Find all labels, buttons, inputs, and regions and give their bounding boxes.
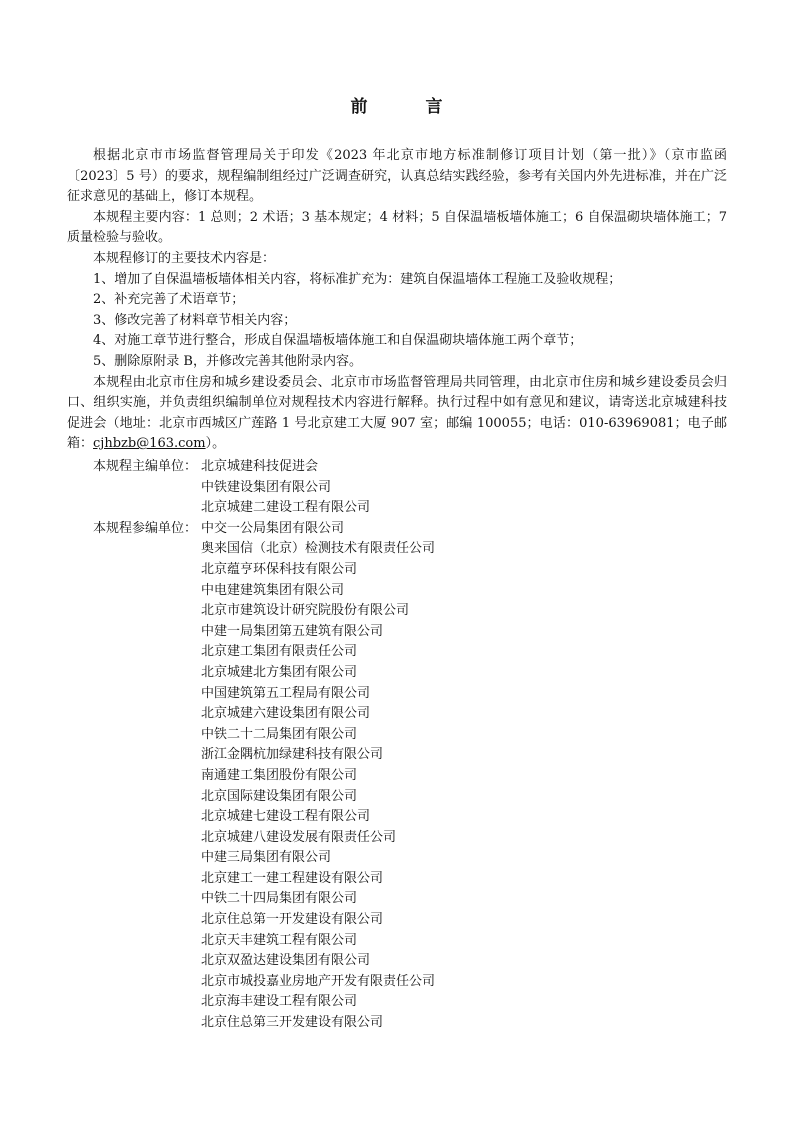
- chief-editor-label: 本规程主编单位：: [93, 459, 198, 474]
- list-item: 北京国际建设集团有限公司: [201, 788, 358, 804]
- list-item: 北京双盈达建设集团有限公司: [201, 953, 371, 969]
- chief-editor-list: [201, 457, 370, 519]
- chief-editor-group: [93, 457, 435, 519]
- paragraph-revision-intro: 本规程修订的主要技术内容是：: [93, 250, 276, 266]
- list-item: 北京市建筑设计研究院股份有限公司: [201, 603, 410, 619]
- list-item: 北京海丰建设工程有限公司: [201, 994, 358, 1010]
- list-item: 北京城建北方集团有限公司: [201, 664, 358, 680]
- list-item: 北京建工一建工程建设有限公司: [201, 870, 384, 886]
- management-text: 本规程由北京市住房和城乡建设委员会、北京市市场监督管理局共同管理，由北京市住房和城乡建设委员会归口、组织实施，并负责组织编制单位对规程技术内容进行解释。执行过程中如有意见和建议，请寄送北京城建科技促进会（地址：北京市西城区广莲路 1 号北京建工大厦 907 室；邮编 100055；电话：010-63969081；电子邮箱：: [67, 374, 727, 452]
- list-item: 北京市城投嘉业房地产开发有限责任公司: [201, 973, 436, 989]
- list-item: 中电建建筑集团有限公司: [201, 582, 345, 598]
- paragraph-basis: 根据北京市市场监督管理局关于印发《2023 年北京市地方标准制修订项目计划（第一批）》（京市监函〔2023〕5 号）的要求，规程编制组经过广泛调查研究，认真总结实践经验，参考有关国内外先进标准，并在广泛征求意见的基础上，修订本规程。: [67, 148, 727, 205]
- paragraph-revision-5: 5、删除原附录 B，并修改完善其他附录内容。: [93, 353, 362, 369]
- participant-group: [93, 519, 435, 1034]
- list-item: 北京住总第三开发建设有限公司: [201, 1015, 384, 1031]
- paragraph-revision-4: 4、对施工章节进行整合，形成自保温墙板墙体施工和自保温砌块墙体施工两个章节；: [93, 333, 583, 349]
- participant-label: 本规程参编单位：: [93, 520, 198, 536]
- paragraph-management: [67, 373, 727, 455]
- list-item: 北京城建八建设发展有限责任公司: [201, 829, 397, 845]
- list-item: 北京城建七建设工程有限公司: [201, 809, 371, 825]
- list-item: 中铁建设集团有限公司: [201, 479, 332, 495]
- list-item: 中建三局集团有限公司: [201, 850, 332, 866]
- list-item: 中建一局集团第五建筑有限公司: [201, 623, 384, 639]
- list-item: 中国建筑第五工程局有限公司: [201, 685, 371, 701]
- list-item: 中铁二十四局集团有限公司: [201, 891, 358, 907]
- management-end: ）。: [205, 436, 226, 452]
- email-link[interactable]: cjhbzb@163.com: [93, 436, 206, 452]
- participant-list: [201, 519, 435, 1034]
- list-item: 中铁二十二局集团有限公司: [201, 726, 358, 742]
- list-item: 北京城建六建设集团有限公司: [201, 706, 371, 722]
- list-item: 浙江金隅杭加绿建科技有限公司: [201, 747, 384, 763]
- units-section: [93, 457, 435, 1034]
- list-item: 北京住总第一开发建设有限公司: [201, 912, 384, 928]
- paragraph-revision-1: 1、增加了自保温墙板墙体相关内容，将标准扩充为：建筑自保温墙体工程施工及验收规程；: [93, 271, 622, 287]
- preface-body: [67, 146, 727, 455]
- list-item: 北京城建科技促进会: [201, 459, 319, 474]
- list-item: 奥来国信（北京）检测技术有限责任公司: [201, 541, 436, 557]
- list-item: 北京城建二建设工程有限公司: [201, 500, 371, 516]
- list-item: 北京建工集团有限责任公司: [201, 644, 358, 660]
- list-item: 北京蕴亨环保科技有限公司: [201, 561, 358, 577]
- page-title: 前 言: [350, 97, 469, 117]
- paragraph-revision-2: 2、补充完善了术语章节；: [93, 292, 245, 308]
- paragraph-contents: 本规程主要内容：1 总则；2 术语；3 基本规定；4 材料；5 自保温墙板墙体施工；6 自保温砌块墙体施工；7 质量检验与验收。: [67, 209, 727, 246]
- list-item: 中交一公局集团有限公司: [201, 520, 345, 536]
- list-item: 北京天丰建筑工程有限公司: [201, 932, 358, 948]
- list-item: 南通建工集团股份有限公司: [201, 767, 358, 783]
- paragraph-revision-3: 3、修改完善了材料章节相关内容；: [93, 312, 297, 328]
